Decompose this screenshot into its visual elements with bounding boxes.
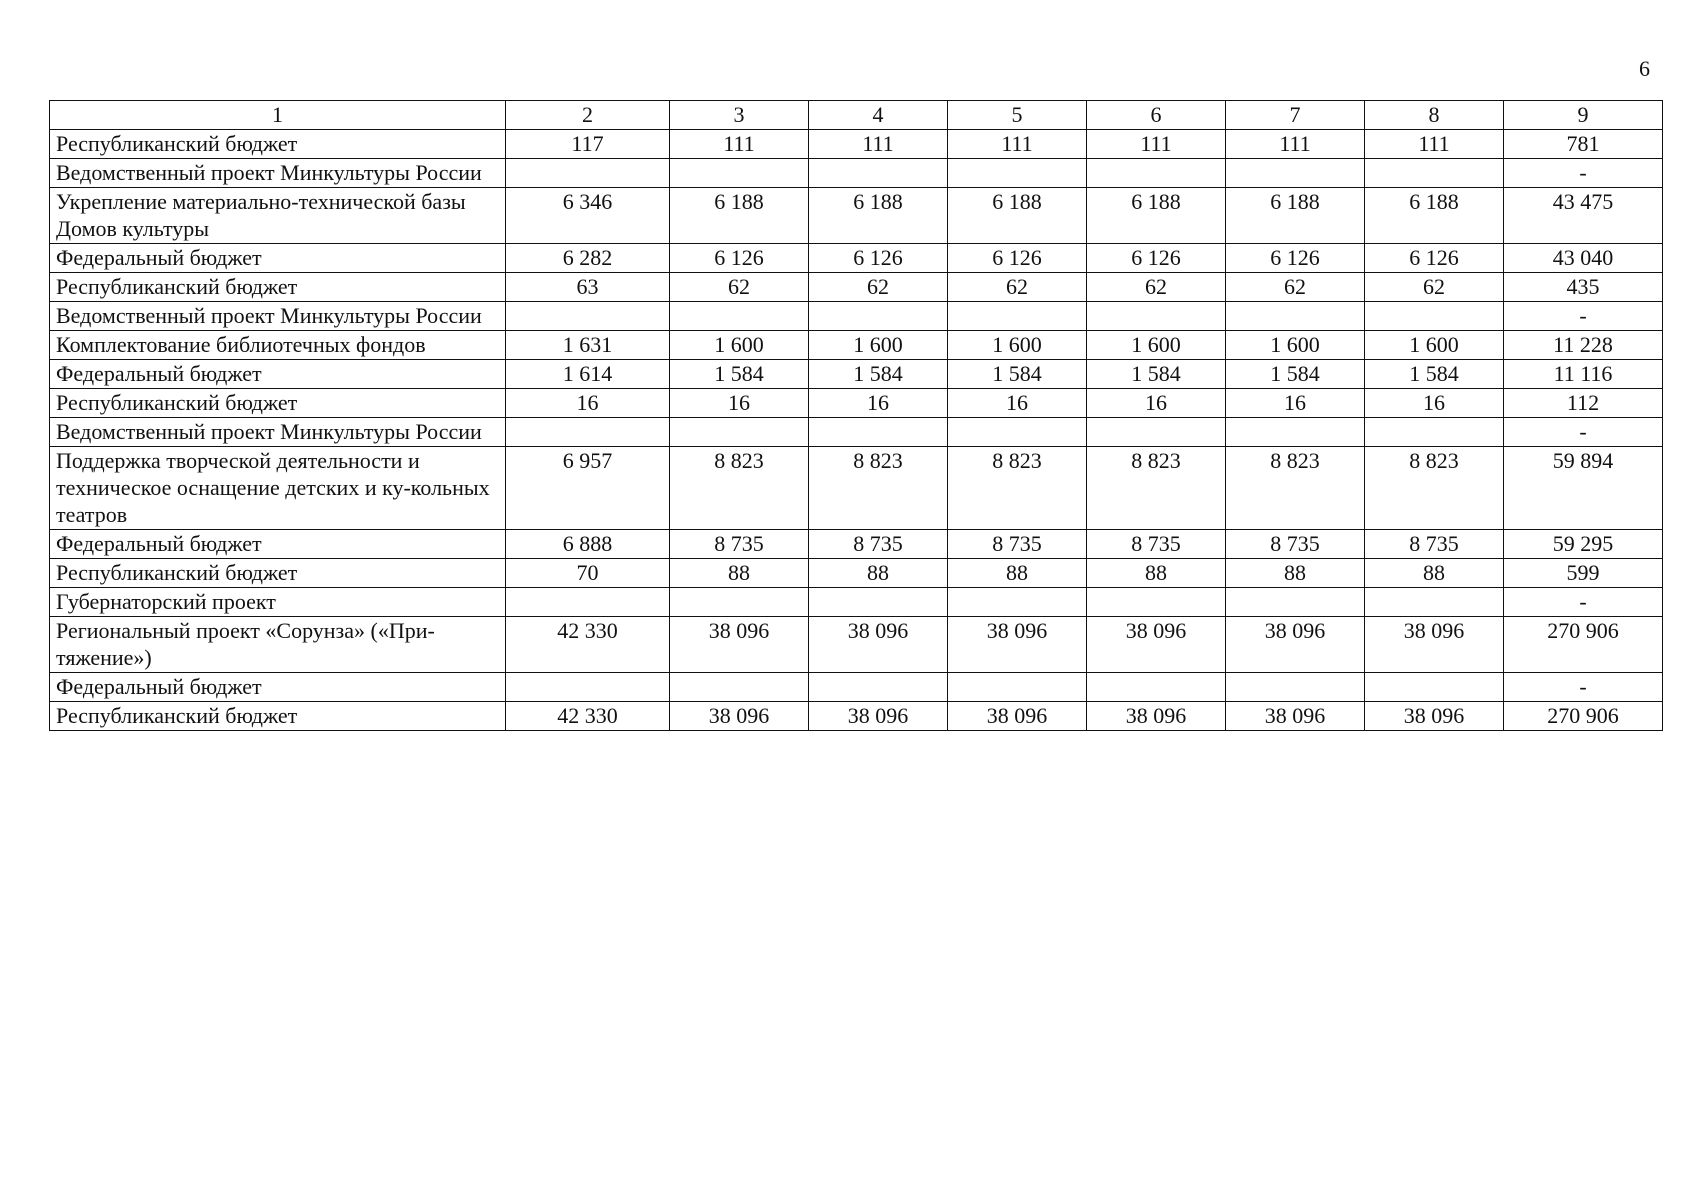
value-cell <box>809 588 948 617</box>
value-cell: 88 <box>1087 559 1226 588</box>
row-label: Региональный проект «Сорунза» («При-тяжение») <box>50 617 506 673</box>
value-cell <box>948 302 1087 331</box>
value-cell: 43 475 <box>1504 188 1663 244</box>
value-cell: 62 <box>1226 273 1365 302</box>
value-cell: 42 330 <box>506 617 670 673</box>
table-row <box>50 588 1663 617</box>
value-cell <box>1226 588 1365 617</box>
budget-table <box>49 100 1663 731</box>
value-cell: 6 188 <box>1365 188 1504 244</box>
value-cell: 1 600 <box>948 331 1087 360</box>
table-row <box>50 389 1663 418</box>
row-label: Федеральный бюджет <box>50 530 506 559</box>
value-cell: 8 823 <box>809 447 948 530</box>
value-cell <box>1087 302 1226 331</box>
column-number-cell: 6 <box>1087 101 1226 130</box>
value-cell <box>1087 588 1226 617</box>
row-label: Губернаторский проект <box>50 588 506 617</box>
value-cell: 112 <box>1504 389 1663 418</box>
table-row <box>50 702 1663 731</box>
value-cell: 38 096 <box>948 617 1087 673</box>
value-cell: 38 096 <box>809 617 948 673</box>
value-cell: 111 <box>1226 130 1365 159</box>
value-cell <box>506 588 670 617</box>
value-cell: 8 735 <box>1087 530 1226 559</box>
value-cell: 88 <box>1226 559 1365 588</box>
table-row <box>50 130 1663 159</box>
column-number-row <box>50 101 1663 130</box>
value-cell: 38 096 <box>1365 702 1504 731</box>
value-cell: 59 894 <box>1504 447 1663 530</box>
value-cell <box>1226 418 1365 447</box>
value-cell <box>670 159 809 188</box>
value-cell: 38 096 <box>670 702 809 731</box>
value-cell <box>1087 418 1226 447</box>
value-cell: 11 116 <box>1504 360 1663 389</box>
value-cell: - <box>1504 588 1663 617</box>
value-cell: 88 <box>670 559 809 588</box>
value-cell <box>1365 302 1504 331</box>
value-cell: 62 <box>1365 273 1504 302</box>
value-cell: 70 <box>506 559 670 588</box>
value-cell <box>670 418 809 447</box>
value-cell: 59 295 <box>1504 530 1663 559</box>
column-number-cell: 2 <box>506 101 670 130</box>
value-cell: 43 040 <box>1504 244 1663 273</box>
value-cell: 6 126 <box>809 244 948 273</box>
value-cell: 16 <box>1226 389 1365 418</box>
value-cell: 16 <box>1365 389 1504 418</box>
value-cell <box>1087 673 1226 702</box>
value-cell: 435 <box>1504 273 1663 302</box>
table-row <box>50 360 1663 389</box>
column-number-cell: 7 <box>1226 101 1365 130</box>
value-cell: 1 584 <box>1087 360 1226 389</box>
value-cell <box>809 159 948 188</box>
value-cell: 6 282 <box>506 244 670 273</box>
page-number: 6 <box>1639 56 1650 81</box>
value-cell <box>948 159 1087 188</box>
value-cell: 111 <box>809 130 948 159</box>
value-cell: 88 <box>1365 559 1504 588</box>
row-label: Республиканский бюджет <box>50 389 506 418</box>
value-cell: 8 823 <box>1226 447 1365 530</box>
value-cell: 88 <box>948 559 1087 588</box>
value-cell: 111 <box>670 130 809 159</box>
value-cell <box>809 673 948 702</box>
value-cell: 6 888 <box>506 530 670 559</box>
value-cell: 270 906 <box>1504 617 1663 673</box>
value-cell: 6 188 <box>809 188 948 244</box>
value-cell: 62 <box>809 273 948 302</box>
value-cell <box>670 673 809 702</box>
column-number-cell: 3 <box>670 101 809 130</box>
value-cell: 6 126 <box>948 244 1087 273</box>
table-row <box>50 418 1663 447</box>
value-cell: 270 906 <box>1504 702 1663 731</box>
table-row <box>50 559 1663 588</box>
row-label: Федеральный бюджет <box>50 244 506 273</box>
value-cell: 6 188 <box>948 188 1087 244</box>
value-cell: 6 188 <box>670 188 809 244</box>
row-label: Комплектование библиотечных фондов <box>50 331 506 360</box>
column-number-cell: 1 <box>50 101 506 130</box>
value-cell: 1 600 <box>1365 331 1504 360</box>
value-cell <box>670 302 809 331</box>
value-cell: 1 614 <box>506 360 670 389</box>
value-cell <box>1365 588 1504 617</box>
value-cell: 111 <box>1365 130 1504 159</box>
row-label: Ведомственный проект Минкультуры России <box>50 418 506 447</box>
value-cell: 16 <box>506 389 670 418</box>
value-cell <box>506 159 670 188</box>
value-cell <box>506 418 670 447</box>
value-cell: 1 631 <box>506 331 670 360</box>
table-row <box>50 617 1663 673</box>
value-cell: 781 <box>1504 130 1663 159</box>
value-cell: 6 126 <box>1087 244 1226 273</box>
value-cell: 6 126 <box>670 244 809 273</box>
row-label: Ведомственный проект Минкультуры России <box>50 159 506 188</box>
value-cell: 42 330 <box>506 702 670 731</box>
value-cell: 1 600 <box>1087 331 1226 360</box>
column-number-cell: 4 <box>809 101 948 130</box>
value-cell: 1 600 <box>1226 331 1365 360</box>
value-cell: 8 823 <box>1087 447 1226 530</box>
value-cell <box>948 418 1087 447</box>
row-label: Поддержка творческой деятельности и техническое оснащение детских и ку-кольных театров <box>50 447 506 530</box>
value-cell <box>1226 673 1365 702</box>
value-cell: 63 <box>506 273 670 302</box>
column-number-cell: 5 <box>948 101 1087 130</box>
value-cell: 8 735 <box>670 530 809 559</box>
value-cell: 599 <box>1504 559 1663 588</box>
row-label: Укрепление материально-технической базы Домов культуры <box>50 188 506 244</box>
value-cell: 38 096 <box>1226 702 1365 731</box>
column-number-cell: 8 <box>1365 101 1504 130</box>
table-row <box>50 331 1663 360</box>
value-cell: 38 096 <box>1087 617 1226 673</box>
value-cell: 8 735 <box>1365 530 1504 559</box>
value-cell <box>1365 159 1504 188</box>
value-cell: 62 <box>948 273 1087 302</box>
value-cell: 8 735 <box>809 530 948 559</box>
value-cell: 6 957 <box>506 447 670 530</box>
value-cell: 8 823 <box>670 447 809 530</box>
value-cell: 1 600 <box>809 331 948 360</box>
value-cell <box>670 588 809 617</box>
row-label: Республиканский бюджет <box>50 273 506 302</box>
value-cell: 1 584 <box>670 360 809 389</box>
table-row <box>50 159 1663 188</box>
table-row <box>50 273 1663 302</box>
value-cell <box>1365 673 1504 702</box>
value-cell: 8 735 <box>948 530 1087 559</box>
value-cell <box>948 588 1087 617</box>
value-cell: 16 <box>948 389 1087 418</box>
value-cell: 38 096 <box>670 617 809 673</box>
table-row <box>50 244 1663 273</box>
row-label: Федеральный бюджет <box>50 673 506 702</box>
row-label: Республиканский бюджет <box>50 130 506 159</box>
value-cell: 62 <box>1087 273 1226 302</box>
value-cell: 8 735 <box>1226 530 1365 559</box>
value-cell: 62 <box>670 273 809 302</box>
value-cell: 117 <box>506 130 670 159</box>
value-cell: - <box>1504 418 1663 447</box>
value-cell: 1 584 <box>948 360 1087 389</box>
value-cell: - <box>1504 673 1663 702</box>
table-row <box>50 447 1663 530</box>
value-cell <box>506 302 670 331</box>
value-cell: 1 600 <box>670 331 809 360</box>
value-cell: 1 584 <box>809 360 948 389</box>
table-row <box>50 188 1663 244</box>
value-cell: 11 228 <box>1504 331 1663 360</box>
value-cell <box>1087 159 1226 188</box>
table-row <box>50 673 1663 702</box>
value-cell: 8 823 <box>948 447 1087 530</box>
value-cell: 38 096 <box>809 702 948 731</box>
value-cell: 16 <box>670 389 809 418</box>
value-cell: 6 188 <box>1226 188 1365 244</box>
value-cell: 6 126 <box>1226 244 1365 273</box>
value-cell: - <box>1504 302 1663 331</box>
table-row <box>50 302 1663 331</box>
value-cell: 16 <box>809 389 948 418</box>
value-cell: 1 584 <box>1226 360 1365 389</box>
value-cell <box>948 673 1087 702</box>
value-cell: - <box>1504 159 1663 188</box>
row-label: Ведомственный проект Минкультуры России <box>50 302 506 331</box>
value-cell: 6 346 <box>506 188 670 244</box>
value-cell: 38 096 <box>1365 617 1504 673</box>
value-cell: 111 <box>948 130 1087 159</box>
value-cell <box>1365 418 1504 447</box>
value-cell: 6 188 <box>1087 188 1226 244</box>
value-cell: 8 823 <box>1365 447 1504 530</box>
value-cell: 38 096 <box>948 702 1087 731</box>
table-row <box>50 530 1663 559</box>
value-cell: 6 126 <box>1365 244 1504 273</box>
value-cell <box>809 302 948 331</box>
value-cell <box>809 418 948 447</box>
value-cell: 1 584 <box>1365 360 1504 389</box>
row-label: Республиканский бюджет <box>50 559 506 588</box>
value-cell <box>1226 159 1365 188</box>
value-cell <box>506 673 670 702</box>
value-cell: 16 <box>1087 389 1226 418</box>
value-cell: 38 096 <box>1226 617 1365 673</box>
column-number-cell: 9 <box>1504 101 1663 130</box>
value-cell: 111 <box>1087 130 1226 159</box>
value-cell: 38 096 <box>1087 702 1226 731</box>
table-body <box>50 101 1663 731</box>
row-label: Республиканский бюджет <box>50 702 506 731</box>
value-cell <box>1226 302 1365 331</box>
row-label: Федеральный бюджет <box>50 360 506 389</box>
value-cell: 88 <box>809 559 948 588</box>
